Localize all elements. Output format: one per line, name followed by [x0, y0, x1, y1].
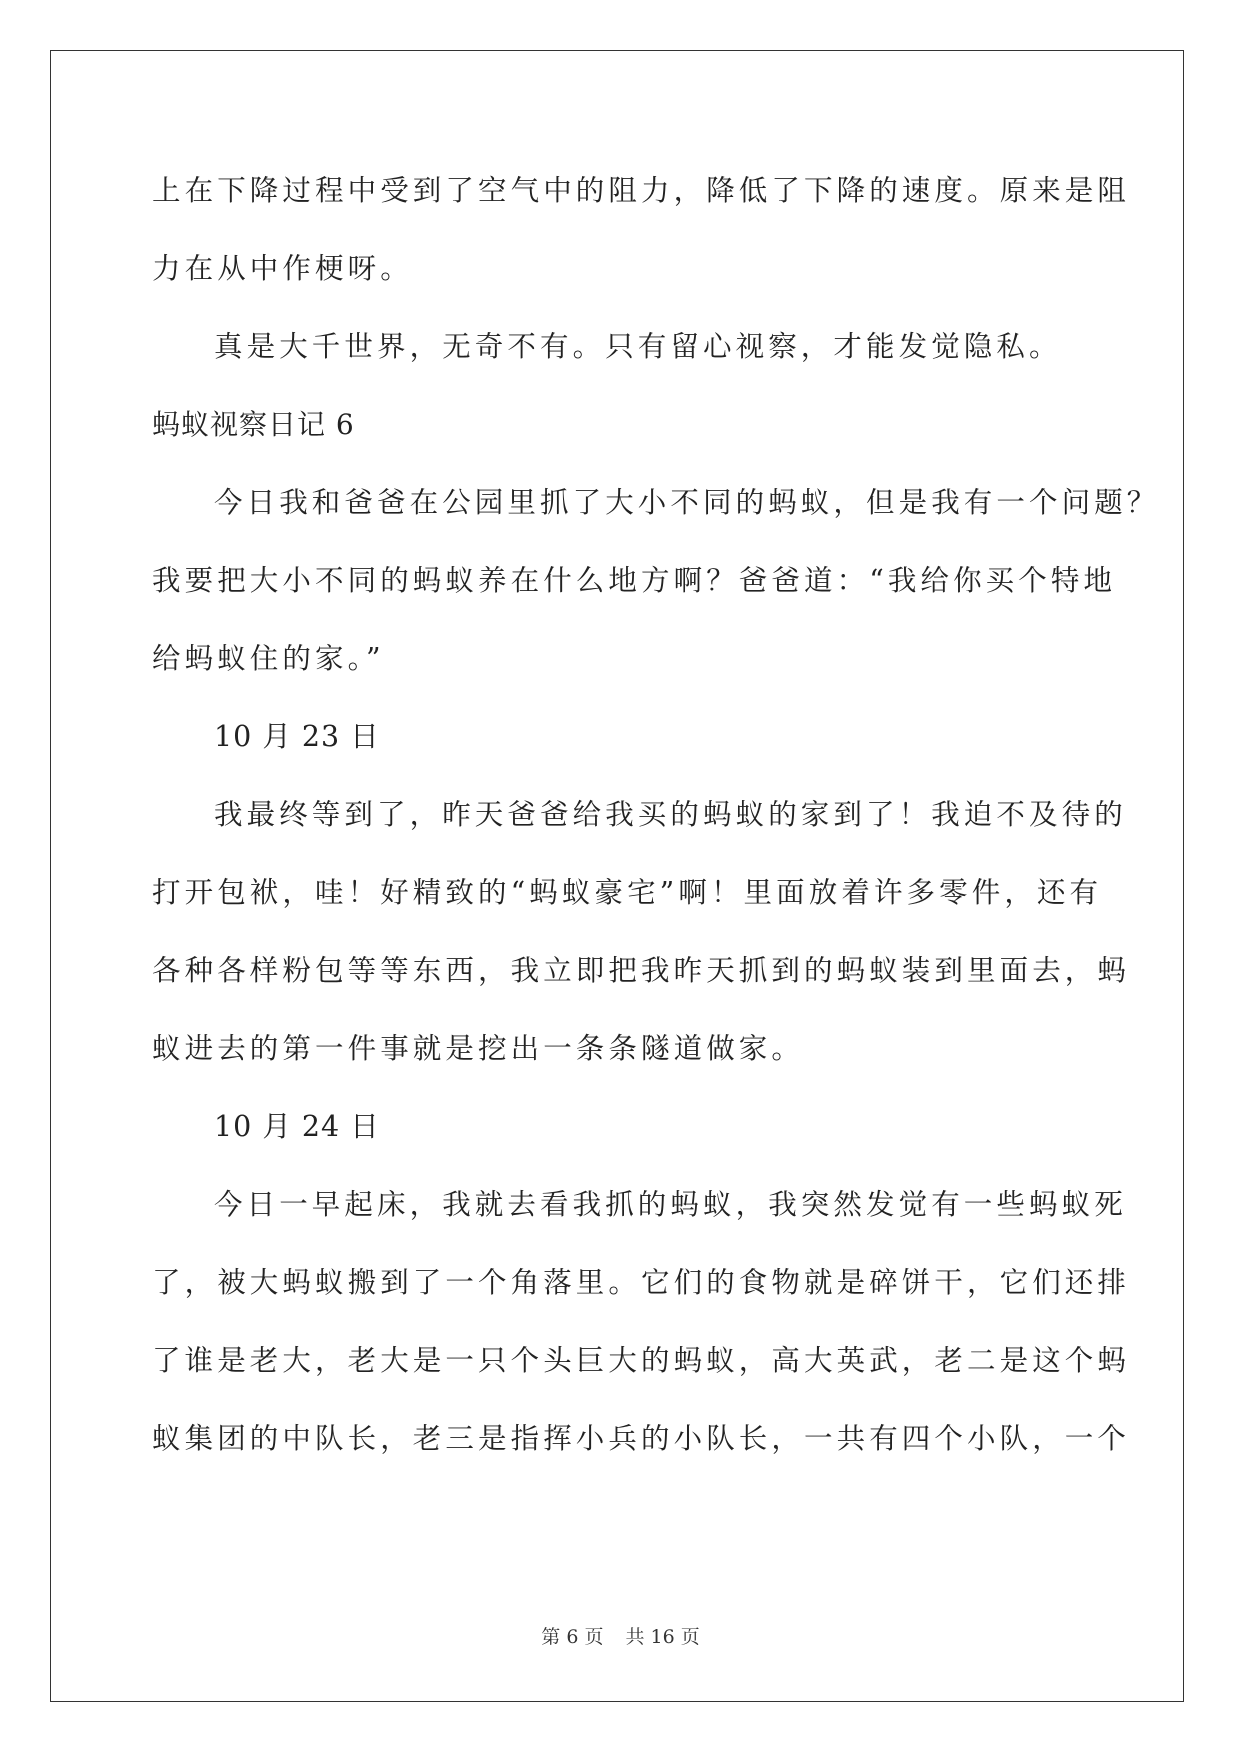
page-number-current: 第 6 页: [541, 1626, 604, 1648]
section-heading: 蚂蚁视察日记 6: [152, 408, 355, 441]
text-line: 真是大千世界，无奇不有。只有留心视察，才能发觉隐私。: [214, 330, 1062, 363]
page-number-total: 共 16 页: [625, 1626, 700, 1648]
text-line: 蚁进去的第一件事就是挖出一条条隧道做家。: [152, 1032, 805, 1065]
text-line: 上在下降过程中受到了空气中的阻力，降低了下降的速度。原来是阻: [152, 174, 1131, 207]
text-line: 了，被大蚂蚁搬到了一个角落里。它们的食物就是碎饼干，它们还排: [152, 1266, 1131, 1299]
text-line: 力在从中作梗呀。: [152, 252, 413, 285]
text-line: 打开包袱，哇！好精致的“蚂蚁豪宅”啊！里面放着许多零件，还有: [152, 876, 1103, 909]
text-line: 我最终等到了，昨天爸爸给我买的蚂蚁的家到了！我迫不及待的: [214, 798, 1127, 831]
text-line: 蚁集团的中队长，老三是指挥小兵的小队长，一共有四个小队，一个: [152, 1422, 1131, 1455]
page-footer: [0, 1622, 1241, 1649]
text-line: 给蚂蚁住的家。”: [152, 642, 385, 675]
text-line: 我要把大小不同的蚂蚁养在什么地方啊？爸爸道：“我给你买个特地: [152, 564, 1117, 597]
date-line: 10 月 24 日: [214, 1110, 380, 1143]
date-line: 10 月 23 日: [214, 720, 380, 753]
text-line: 了谁是老大，老大是一只个头巨大的蚂蚁，高大英武，老二是这个蚂: [152, 1344, 1131, 1377]
text-line: 各种各样粉包等等东西，我立即把我昨天抓到的蚂蚁装到里面去，蚂: [152, 954, 1131, 987]
text-line: 今日一早起床，我就去看我抓的蚂蚁，我突然发觉有一些蚂蚁死: [214, 1188, 1127, 1221]
text-line: 今日我和爸爸在公园里抓了大小不同的蚂蚁，但是我有一个问题？: [214, 486, 1160, 519]
document-body: [152, 152, 1160, 1478]
